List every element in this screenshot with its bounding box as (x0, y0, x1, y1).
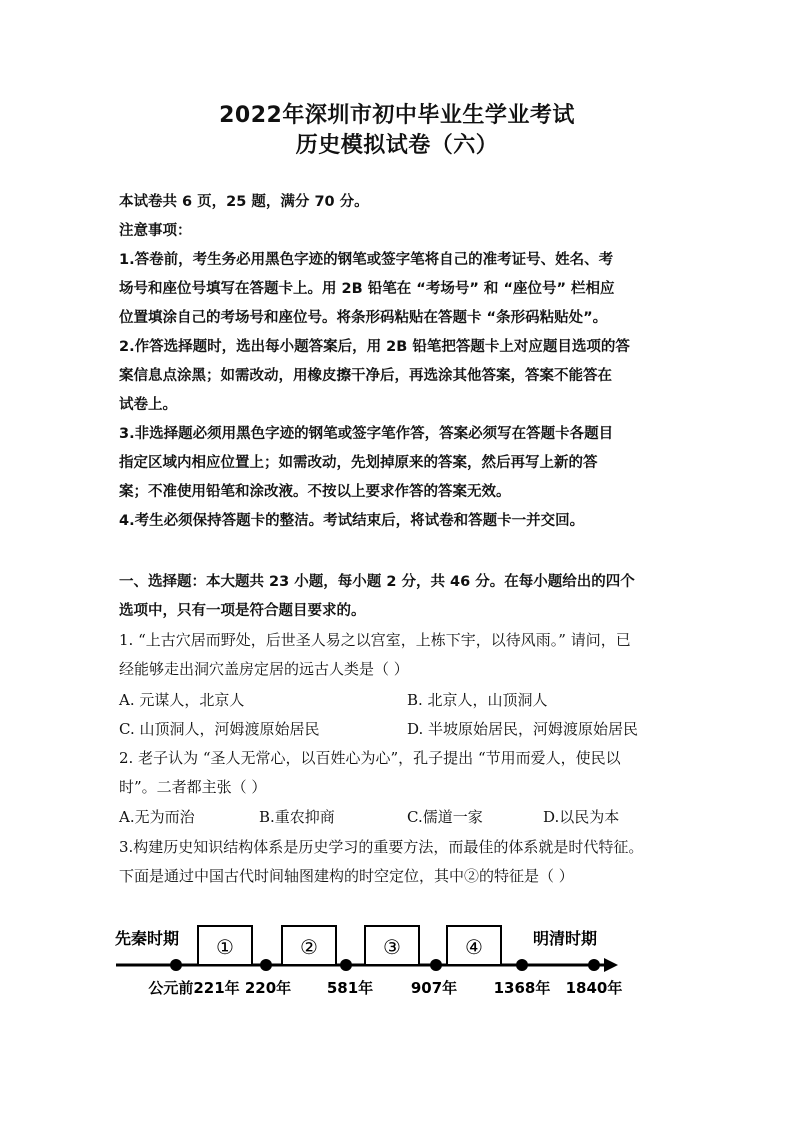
notice-2-line-1: 2.作答选择题时，选出每小题答案后，用 2B 铅笔把答题卡上对应题目选项的答 (119, 339, 630, 355)
title-line-1: 2022年深圳市初中毕业生学业考试 (219, 103, 575, 128)
timeline-dot-1 (170, 959, 182, 971)
question-2-option-a: A.无为而治 (119, 808, 195, 826)
timeline-tick-label-6: 1840年 (565, 979, 623, 997)
question-1-option-b: B. 北京人，山顶洞人 (407, 691, 548, 709)
timeline-tick-label-5: 1368年 (493, 979, 551, 997)
notice-1-line-1: 1.答卷前，考生务必用黑色字迹的钢笔或签字笔将自己的准考证号、姓名、考 (119, 252, 614, 268)
timeline-tick-label-4: 907年 (410, 979, 458, 997)
question-3-stem-line-1: 3.构建历史知识结构体系是历史学习的重要方法，而最佳的体系就是时代特征。 (119, 838, 644, 856)
timeline-start-label: 先秦时期 (115, 929, 180, 948)
period-box-4-label: ④ (465, 935, 483, 959)
question-2-option-c: C.儒道一家 (407, 808, 483, 826)
notice-1-line-3: 位置填涂自己的考场号和座位号。将条形码粘贴在答题卡 “条形码粘贴处”。 (119, 310, 608, 326)
timeline-tick-label-3: 581年 (326, 979, 374, 997)
notice-2-line-2: 案信息点涂黑；如需改动，用橡皮擦干净后，再选涂其他答案，答案不能答在 (119, 368, 612, 384)
notice-4-line-1: 4.考生必须保持答题卡的整洁。考试结束后，将试卷和答题卡一并交回。 (119, 513, 585, 529)
notice-heading: 注意事项： (119, 223, 192, 239)
timeline-dot-2 (260, 959, 272, 971)
period-box-1-label: ① (216, 935, 234, 959)
period-box-3 (365, 926, 419, 965)
timeline-dot-6 (588, 959, 600, 971)
title-line-2: 历史模拟试卷（六） (295, 133, 499, 158)
period-box-1 (198, 926, 252, 965)
exam-summary: 本试卷共 6 页，25 题，满分 70 分。 (119, 194, 369, 210)
period-box-2 (282, 926, 336, 965)
notice-3-line-3: 案；不准使用铅笔和涂改液。不按以上要求作答的答案无效。 (119, 484, 511, 500)
period-box-3-label: ③ (383, 935, 401, 959)
question-2-stem-line-2: 时”。二者都主张（ ） (119, 778, 267, 796)
timeline-dot-5 (516, 959, 528, 971)
question-3-stem-line-2: 下面是通过中国古代时间轴图建构的时空定位，其中②的特征是（ ） (119, 867, 574, 885)
question-1-option-d: D. 半坡原始居民，河姆渡原始居民 (407, 720, 639, 738)
question-1-option-c: C. 山顶洞人，河姆渡原始居民 (119, 720, 320, 738)
question-1-stem-line-2: 经能够走出洞穴盖房定居的远古人类是（ ） (119, 660, 409, 678)
timeline-arrow-icon (604, 958, 618, 972)
timeline-dot-4 (430, 959, 442, 971)
section-1-heading-line-2: 选项中，只有一项是符合题目要求的。 (119, 603, 366, 619)
timeline-tick-label-1: 公元前221年 (148, 979, 240, 997)
notice-3-line-1: 3.非选择题必须用黑色字迹的钢笔或签字笔作答，答案必须写在答题卡各题目 (119, 426, 614, 442)
question-1-stem-line-1: 1. “上古穴居而野处，后世圣人易之以宫室，上栋下宇，以待风雨。” 请问，已 (119, 631, 631, 649)
question-1-option-a: A. 元谋人，北京人 (119, 691, 245, 709)
section-1-heading-line-1: 一、选择题：本大题共 23 小题，每小题 2 分，共 46 分。在每小题给出的四个 (119, 574, 635, 590)
question-2-option-b: B.重农抑商 (259, 808, 335, 826)
period-box-2-label: ② (300, 935, 318, 959)
notice-3-line-2: 指定区域内相应位置上；如需改动，先划掉原来的答案，然后再写上新的答 (119, 455, 598, 471)
question-2-option-d: D.以民为本 (543, 808, 620, 826)
timeline-tick-label-2: 220年 (244, 979, 292, 997)
question-2-stem-line-1: 2. 老子认为 “圣人无常心，以百姓心为心”，孔子提出 “节用而爱人，使民以 (119, 749, 621, 767)
notice-2-line-3: 试卷上。 (119, 397, 177, 413)
timeline-end-label: 明清时期 (533, 929, 598, 948)
notice-1-line-2: 场号和座位号填写在答题卡上。用 2B 铅笔在 “考场号” 和 “座位号” 栏相应 (119, 281, 615, 297)
timeline-dot-3 (340, 959, 352, 971)
period-box-4 (447, 926, 501, 965)
